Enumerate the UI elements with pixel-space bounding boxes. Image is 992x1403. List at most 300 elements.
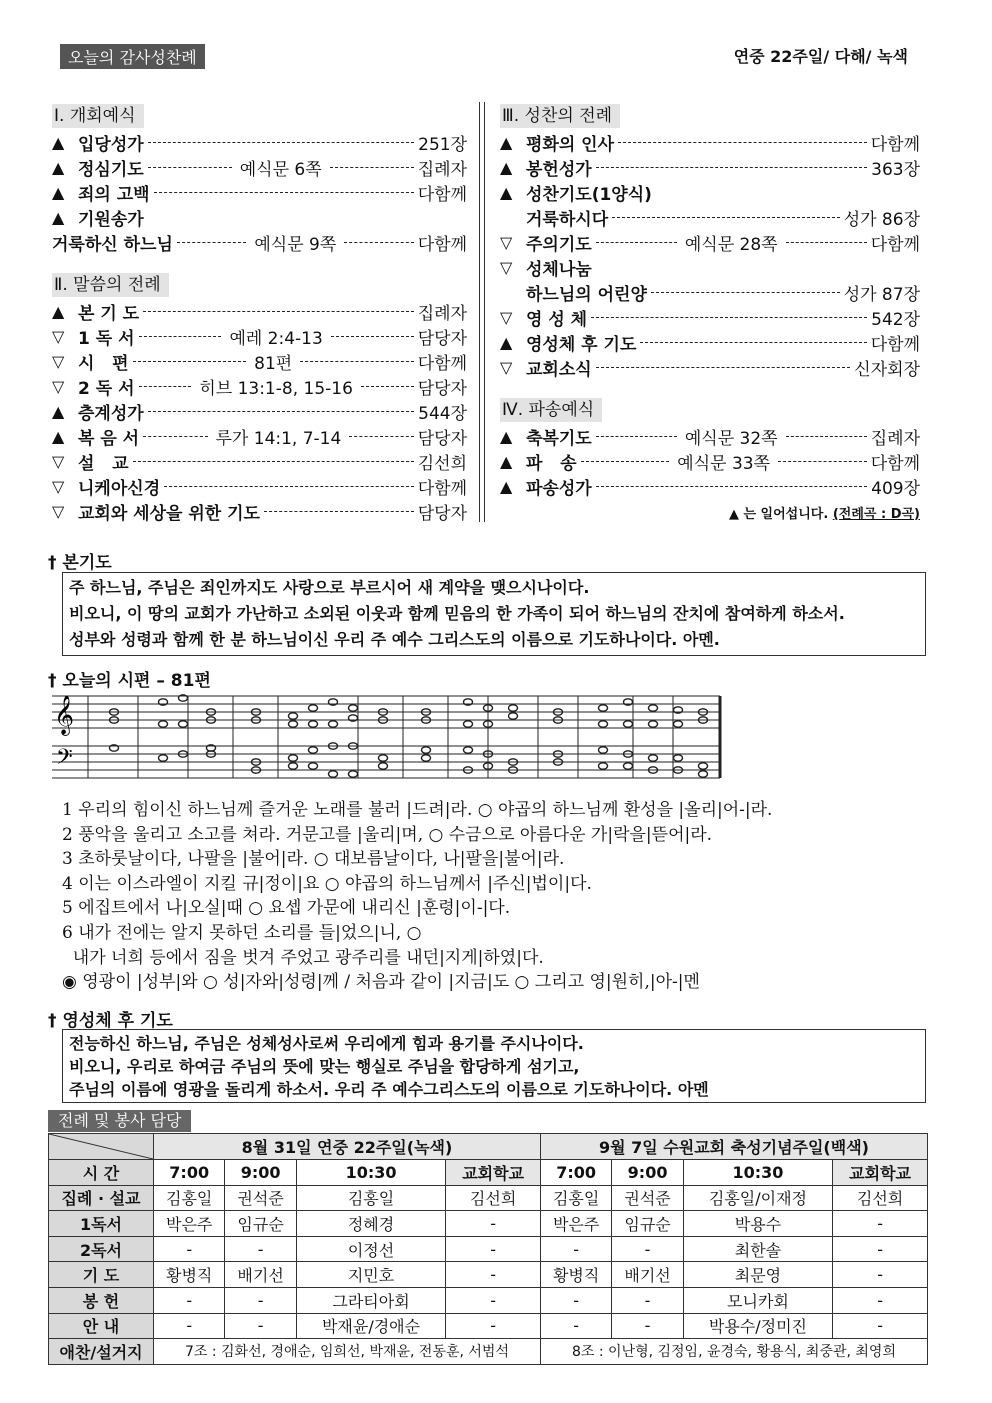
order-item-name: 평화의 인사 <box>526 135 615 155</box>
order-item-reference: 히브 13:1-8, 15-16 <box>199 379 353 399</box>
order-item-assignee: 담당자 <box>417 329 468 349</box>
note-head <box>509 713 518 719</box>
collect-line: 성부와 성령과 함께 한 분 하느님이신 우리 주 예수 그리스도의 이름으로 기도하나이다. 아멘. <box>69 630 720 649</box>
stand-mark-icon: ▲ <box>500 183 513 202</box>
duty-table <box>48 1133 928 1365</box>
note-head <box>179 721 188 727</box>
order-item-assignee: 다함께 <box>417 185 467 205</box>
duty-cell: - <box>225 1236 296 1262</box>
post-communion-line: 주님의 이름에 영광을 돌리게 하소서. 우리 주 예수그리스도의 이름으로 기도하나이다. 아멘 <box>69 1080 709 1099</box>
psalm-verse: 6 내가 전에는 알지 못하던 소리를 들|었으|니, ○ <box>62 922 422 943</box>
standing-note <box>500 503 920 522</box>
order-item <box>500 449 920 474</box>
order-item <box>500 205 920 230</box>
leader-line <box>596 167 867 168</box>
order-left-column <box>52 104 467 524</box>
psalm-heading: † 오늘의 시편 – 81편 <box>48 671 211 691</box>
note-head <box>289 755 298 761</box>
order-item <box>52 205 467 230</box>
leader-line <box>148 167 232 168</box>
duty-time: 교회학교 <box>833 1160 928 1186</box>
duty-time-label: 시 간 <box>49 1160 154 1186</box>
leader-line <box>330 167 414 168</box>
order-item-name: 성체나눔 <box>526 260 592 280</box>
post-communion-line: 전능하신 하느님, 주님은 성체성사로써 우리에게 힘과 용기를 주시나이다. <box>69 1034 584 1053</box>
duty-cell: - <box>833 1211 928 1237</box>
order-item-assignee: 집례자 <box>417 304 467 324</box>
note-head <box>159 755 168 761</box>
note-head <box>422 755 431 761</box>
order-item <box>500 280 920 305</box>
duty-cell: 최문영 <box>683 1262 832 1288</box>
note-head <box>309 705 318 711</box>
leader-line <box>139 386 192 387</box>
duty-cell: - <box>225 1287 296 1313</box>
standing-note-text: ▲ 는 일어섭니다. <box>728 507 829 522</box>
duty-cell: - <box>612 1287 683 1313</box>
duty-cell: - <box>540 1287 611 1313</box>
order-item-assignee: 다함께 <box>870 235 920 255</box>
note-head <box>422 747 431 753</box>
stand-mark-icon: ▲ <box>52 133 65 152</box>
note-head <box>289 721 298 727</box>
order-item-name: 거룩하신 하느님 <box>52 235 173 255</box>
order-item-name: 교회와 세상을 위한 기도 <box>78 504 260 524</box>
duty-cell: 황병직 <box>154 1262 225 1288</box>
order-item-name: 복 음 서 <box>78 429 140 449</box>
order-item-name: 하느님의 어린양 <box>526 285 647 305</box>
duty-time: 7:00 <box>154 1160 225 1186</box>
duty-cell: - <box>833 1313 928 1339</box>
order-item-assignee: 363장 <box>871 160 920 180</box>
duty-cell: 박은주 <box>154 1211 225 1237</box>
duty-role: 애찬/설거지 <box>49 1339 154 1365</box>
duty-cell: - <box>540 1236 611 1262</box>
order-item-assignee: 다함께 <box>870 335 920 355</box>
duty-cell: 임규순 <box>612 1211 683 1237</box>
note-head <box>699 771 708 777</box>
note-head <box>349 705 358 711</box>
note-head <box>624 721 633 727</box>
psalm-verse: 1 우리의 힘이신 하느님께 즐거운 노래를 불러 |드려|라. ○ 야곱의 하느님께 환성을 |올리|어-|라. <box>62 800 773 820</box>
duty-cell: - <box>446 1287 541 1313</box>
duty-role: 집례 · 설교 <box>49 1185 154 1211</box>
order-item <box>500 474 920 499</box>
order-item-reference: 루가 14:1, 7-14 <box>215 429 342 449</box>
stand-mark-icon: ▲ <box>52 302 65 321</box>
order-item-reference: 81편 <box>254 354 293 374</box>
leader-line <box>148 142 414 143</box>
leader-line <box>133 361 247 362</box>
order-item-assignee: 담당자 <box>417 429 467 449</box>
order-item <box>52 230 467 255</box>
sit-mark-icon: ▽ <box>52 352 65 371</box>
leader-line <box>640 342 866 343</box>
page-title: 오늘의 감사성찬례 <box>60 44 205 69</box>
duty-row <box>49 1262 928 1288</box>
psalm-verse: 2 풍악을 울리고 소고를 쳐라. 거문고를 |울리|며, ○ 수금으로 아름다운 가|락을|뜯어|라. <box>62 824 713 845</box>
duty-cell: - <box>446 1211 541 1237</box>
duty-table-title: 전례 및 봉사 담당 <box>48 1110 191 1132</box>
duty-role: 1독서 <box>49 1211 154 1237</box>
duty-cell: 이정선 <box>296 1236 445 1262</box>
section-title: Ⅲ. 성찬의 전례 <box>500 104 620 128</box>
leader-line <box>148 411 414 412</box>
note-head <box>674 755 683 761</box>
order-item-name: 본 기 도 <box>78 304 140 324</box>
order-item-assignee: 251장 <box>418 135 467 155</box>
stand-mark-icon: ▲ <box>52 427 65 446</box>
stand-mark-icon: ▲ <box>500 452 513 471</box>
sit-mark-icon: ▽ <box>500 358 513 377</box>
order-item-name: 봉헌성가 <box>526 160 592 180</box>
liturgical-day: 연중 22주일/ 다해/ 녹색 <box>733 47 908 66</box>
order-item <box>52 424 467 449</box>
order-item <box>500 355 920 380</box>
order-item <box>52 474 467 499</box>
leader-line <box>786 242 867 243</box>
duty-week1: 8월 31일 연중 22주일(녹색) <box>154 1134 541 1160</box>
sit-mark-icon: ▽ <box>52 327 65 346</box>
order-item-reference: 예식문 9쪽 <box>254 235 337 255</box>
duty-role: 기 도 <box>49 1262 154 1288</box>
duty-cell: 임규순 <box>225 1211 296 1237</box>
duty-time: 7:00 <box>540 1160 611 1186</box>
order-item-name: 파 송 <box>526 454 577 474</box>
order-item-assignee: 다함께 <box>417 354 468 374</box>
note-head <box>379 763 388 769</box>
leader-line <box>778 461 867 462</box>
duty-time: 10:30 <box>296 1160 445 1186</box>
order-item-name: 죄의 고백 <box>78 185 150 205</box>
note-head <box>289 713 298 719</box>
order-item-name: 입당성가 <box>78 135 144 155</box>
order-item <box>52 324 467 349</box>
order-item-assignee: 담당자 <box>417 379 468 399</box>
psalm-verse: 내가 너희 등에서 짐을 벗겨 주었고 광주리를 내던|지게|하였|다. <box>62 947 544 968</box>
order-item-reference: 예레 2:4-13 <box>229 329 323 349</box>
order-item-name: 기원송가 <box>78 210 144 230</box>
duty-row <box>49 1339 928 1365</box>
psalm-verse: 5 에집트에서 나|오실|때 ○ 요셉 가문에 내리신 |훈령|이-|다. <box>62 898 511 919</box>
barlines <box>88 696 720 778</box>
duty-cell: 박재윤/경애순 <box>296 1313 445 1339</box>
duty-row <box>49 1185 928 1211</box>
order-item-assignee: 성가 87장 <box>843 285 920 305</box>
leader-line <box>651 292 840 293</box>
order-item <box>500 230 920 255</box>
duty-cell: 최한솔 <box>683 1236 832 1262</box>
sit-mark-icon: ▽ <box>52 477 65 496</box>
post-communion-line: 비오니, 우리로 하여금 주님의 뜻에 맞는 행실로 주님을 합당하게 섬기고, <box>69 1057 580 1076</box>
sit-mark-icon: ▽ <box>52 452 65 471</box>
leader-line <box>612 217 840 218</box>
order-item-assignee: 신자회장 <box>854 360 920 380</box>
leader-line <box>164 486 414 487</box>
duty-corner-cell <box>49 1134 154 1160</box>
note-head <box>699 763 708 769</box>
leader-line <box>331 336 414 337</box>
order-item-assignee: 성가 86장 <box>843 210 920 230</box>
sit-mark-icon: ▽ <box>500 233 513 252</box>
duty-cell: 배기선 <box>225 1262 296 1288</box>
stand-mark-icon: ▲ <box>500 477 513 496</box>
leader-line <box>177 242 246 243</box>
order-item-assignee: 다함께 <box>870 454 920 474</box>
order-item-name: 주의기도 <box>526 235 592 255</box>
order-item <box>52 399 467 424</box>
duty-time: 9:00 <box>225 1160 296 1186</box>
order-item-name: 파송성가 <box>526 479 592 499</box>
psalm-verse: 3 초하룻날이다, 나팔을 |불어|라. ○ 대보름날이다, 나|팔을|불어|라. <box>62 849 565 870</box>
note-head <box>329 721 338 727</box>
duty-role: 2독서 <box>49 1236 154 1262</box>
diagonal-line <box>49 1134 153 1159</box>
collect-line: 주 하느님, 주님은 죄인까지도 사랑으로 부르시어 새 계약을 맺으시나이다. <box>69 578 590 597</box>
order-item-assignee: 다함께 <box>870 135 920 155</box>
section-title: Ⅰ. 개회예식 <box>52 104 144 128</box>
duty-cell: 정혜경 <box>296 1211 445 1237</box>
order-item-name: 영 성 체 <box>526 310 588 330</box>
order-item <box>500 130 920 155</box>
leader-line <box>618 142 867 143</box>
column-divider <box>479 102 485 522</box>
duty-cell: 김홍일/이재정 <box>683 1185 832 1211</box>
order-item <box>52 299 467 324</box>
order-item-assignee: 542장 <box>871 310 920 330</box>
leader-line <box>344 242 413 243</box>
order-item-assignee: 김선희 <box>417 454 467 474</box>
duty-time: 10:30 <box>683 1160 832 1186</box>
note-head <box>464 747 473 753</box>
duty-cell: 황병직 <box>540 1262 611 1288</box>
leader-line <box>591 317 867 318</box>
duty-row <box>49 1313 928 1339</box>
order-item <box>52 499 467 524</box>
leader-line <box>300 361 414 362</box>
order-item-assignee: 다함께 <box>417 235 468 255</box>
treble-staff <box>52 696 720 728</box>
leader-line <box>361 386 414 387</box>
duty-cell: - <box>446 1262 541 1288</box>
order-item <box>52 180 467 205</box>
order-item-name: 층계성가 <box>78 404 144 424</box>
order-item-name: 정심기도 <box>78 160 144 180</box>
order-item <box>52 155 467 180</box>
stand-mark-icon: ▲ <box>52 183 65 202</box>
order-item <box>52 130 467 155</box>
order-item-name: 교회소식 <box>526 360 592 380</box>
post-communion-heading: † 영성체 후 기도 <box>48 1011 173 1031</box>
bass-clef-icon: 𝄢 <box>56 745 73 775</box>
note-head <box>289 763 298 769</box>
order-item-reference: 예식문 28쪽 <box>684 235 778 255</box>
duty-cell: - <box>154 1313 225 1339</box>
order-item <box>500 180 920 205</box>
note-head <box>379 755 388 761</box>
note-head <box>624 763 633 769</box>
note-head <box>674 721 683 727</box>
duty-cell: - <box>833 1287 928 1313</box>
leader-line <box>264 511 414 512</box>
duty-group: 7조 : 김화선, 경애순, 임희선, 박재윤, 전동훈, 서범석 <box>154 1339 541 1365</box>
duty-cell: 박용수/정미진 <box>683 1313 832 1339</box>
order-item-reference: 예식문 32쪽 <box>684 429 778 449</box>
leader-line <box>349 436 413 437</box>
duty-cell: 김홍일 <box>296 1185 445 1211</box>
order-item-assignee: 다함께 <box>417 479 467 499</box>
order-item <box>500 255 920 280</box>
leader-line <box>786 436 867 437</box>
duty-cell: - <box>540 1313 611 1339</box>
duty-cell: - <box>833 1236 928 1262</box>
order-item-name: 거룩하시다 <box>526 210 609 230</box>
duty-cell: 그라티아회 <box>296 1287 445 1313</box>
leader-line <box>154 192 414 193</box>
order-item-assignee: 409장 <box>871 479 920 499</box>
duty-row <box>49 1211 928 1237</box>
note-head <box>599 721 608 727</box>
order-item <box>52 374 467 399</box>
collect-heading: † 본기도 <box>48 553 112 573</box>
psalm-gloria: ◉ 영광이 |성부|와 ○ 성|자와|성령|께 / 처음과 같이 |지금|도 ○ 그리고 영|원히,|아-|멘 <box>62 972 700 993</box>
order-item-assignee: 544장 <box>418 404 467 424</box>
note-head <box>309 747 318 753</box>
order-item-reference: 예식문 33쪽 <box>677 454 771 474</box>
duty-cell: 김선희 <box>833 1185 928 1211</box>
psalm-verse: 4 이는 이스라엘이 지킬 규|정이|요 ○ 야곱의 하느님께서 |주신|법이|다. <box>62 873 592 894</box>
stand-mark-icon: ▲ <box>500 333 513 352</box>
duty-time-row <box>49 1160 928 1186</box>
leader-line <box>596 486 867 487</box>
order-item-assignee: 집례자 <box>417 160 467 180</box>
duty-group: 8조 : 이난형, 김정임, 윤경숙, 황용식, 최중관, 최영희 <box>540 1339 927 1365</box>
order-item-name: 1 독 서 <box>78 329 135 349</box>
treble-clef-icon: 𝄞 <box>54 695 75 735</box>
leader-line <box>143 311 414 312</box>
note-head <box>329 771 338 777</box>
leader-line <box>596 242 677 243</box>
sit-mark-icon: ▽ <box>500 308 513 327</box>
duty-cell: - <box>612 1236 683 1262</box>
sit-mark-icon: ▽ <box>52 377 65 396</box>
order-item-name: 축복기도 <box>526 429 592 449</box>
duty-time: 교회학교 <box>446 1160 541 1186</box>
note-head <box>599 705 608 711</box>
order-item <box>500 155 920 180</box>
stand-mark-icon: ▲ <box>500 133 513 152</box>
duty-cell: 권석준 <box>225 1185 296 1211</box>
duty-cell: 박용수 <box>683 1211 832 1237</box>
stand-mark-icon: ▲ <box>500 427 513 446</box>
note-head <box>309 763 318 769</box>
section-title: Ⅱ. 말씀의 전례 <box>52 273 169 297</box>
leader-line <box>596 367 851 368</box>
order-item-assignee: 집례자 <box>870 429 920 449</box>
order-right-column <box>500 104 920 522</box>
duty-week-row <box>49 1134 928 1160</box>
duty-cell: 모니카회 <box>683 1287 832 1313</box>
duty-cell: - <box>612 1313 683 1339</box>
note-head <box>309 721 318 727</box>
stand-mark-icon: ▲ <box>52 402 65 421</box>
order-item-assignee: 담당자 <box>417 504 467 524</box>
duty-cell: - <box>446 1236 541 1262</box>
psalm-verses <box>62 798 942 995</box>
leader-line <box>143 436 207 437</box>
order-item <box>52 349 467 374</box>
order-item <box>500 305 920 330</box>
psalm-chant-score <box>48 688 724 790</box>
duty-role: 봉 헌 <box>49 1287 154 1313</box>
order-item-name: 성찬기도(1양식) <box>526 185 652 205</box>
duty-role: 안 내 <box>49 1313 154 1339</box>
duty-row <box>49 1236 928 1262</box>
order-item-name: 2 독 서 <box>78 379 135 399</box>
stand-mark-icon: ▲ <box>52 208 65 227</box>
duty-cell: - <box>446 1313 541 1339</box>
duty-cell: 김홍일 <box>154 1185 225 1211</box>
sit-mark-icon: ▽ <box>500 258 513 277</box>
duty-cell: - <box>833 1262 928 1288</box>
collect-box <box>62 572 926 656</box>
order-item-name: 니케아신경 <box>78 479 161 499</box>
order-item <box>500 330 920 355</box>
order-item <box>500 424 920 449</box>
duty-cell: 김홍일 <box>540 1185 611 1211</box>
leader-line <box>139 336 222 337</box>
duty-cell: 배기선 <box>612 1262 683 1288</box>
leader-line <box>581 461 670 462</box>
order-item-name: 영성체 후 기도 <box>526 335 637 355</box>
note-head <box>509 705 518 711</box>
duty-cell: 김선희 <box>446 1185 541 1211</box>
order-item-name: 설 교 <box>78 454 129 474</box>
noteheads <box>110 695 708 777</box>
chant-setting-note: (전례곡 : D곡) <box>832 507 920 522</box>
note-head <box>349 771 358 777</box>
leader-line <box>133 461 414 462</box>
note-head <box>159 721 168 727</box>
note-head <box>599 763 608 769</box>
duty-cell: - <box>154 1236 225 1262</box>
duty-cell: 지민호 <box>296 1262 445 1288</box>
note-head <box>464 721 473 727</box>
note-head <box>599 747 608 753</box>
duty-cell: - <box>154 1287 225 1313</box>
note-head <box>649 721 658 727</box>
order-item <box>52 449 467 474</box>
duty-week2: 9월 7일 수원교회 축성기념주일(백색) <box>540 1134 927 1160</box>
order-item-reference: 예식문 6쪽 <box>239 160 322 180</box>
order-item-name: 시 편 <box>78 354 129 374</box>
post-communion-box <box>62 1029 926 1103</box>
collect-line: 비오니, 이 땅의 교회가 가난하고 소외된 이웃과 함께 믿음의 한 가족이 되어 하느님의 잔치에 참여하게 하소서. <box>69 604 845 623</box>
duty-cell: 박은주 <box>540 1211 611 1237</box>
duty-cell: - <box>225 1313 296 1339</box>
stand-mark-icon: ▲ <box>52 158 65 177</box>
note-head <box>649 705 658 711</box>
section-title: Ⅳ. 파송예식 <box>500 398 602 422</box>
duty-cell: 권석준 <box>612 1185 683 1211</box>
stand-mark-icon: ▲ <box>500 158 513 177</box>
sit-mark-icon: ▽ <box>52 502 65 521</box>
duty-time: 9:00 <box>612 1160 683 1186</box>
leader-line <box>596 436 677 437</box>
duty-row <box>49 1287 928 1313</box>
bass-staff <box>52 746 720 778</box>
note-head <box>649 755 658 761</box>
